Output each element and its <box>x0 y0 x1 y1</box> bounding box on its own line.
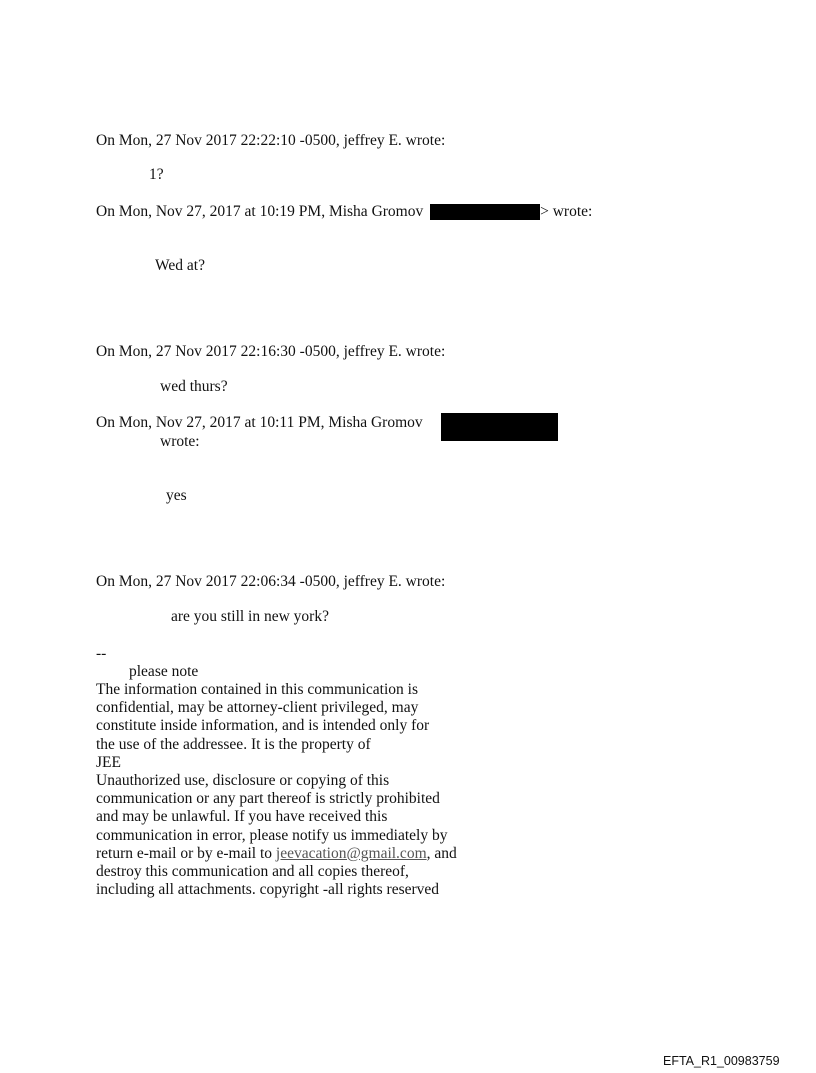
message-header-2-suffix: > wrote: <box>540 203 593 220</box>
message-body-3: wed thurs? <box>160 378 228 395</box>
disclaimer-line: destroy this communication and all copies thereof, <box>96 863 409 881</box>
disclaimer-line: communication or any part thereof is strictly prohibited <box>96 790 440 808</box>
redaction-block <box>441 413 558 441</box>
disclaimer-line: constitute inside information, and is intended only for <box>96 717 430 735</box>
message-header-2-text: On Mon, Nov 27, 2017 at 10:19 PM, Misha Gromov <box>96 203 424 220</box>
disclaimer-email-line <box>96 845 476 863</box>
disclaimer-line: and may be unlawful. If you have received this <box>96 808 388 826</box>
disclaimer-line: Unauthorized use, disclosure or copying of this <box>96 772 390 790</box>
redaction-block <box>430 204 540 220</box>
disclaimer-line: JEE <box>96 753 121 771</box>
message-body-4: yes <box>166 487 187 504</box>
email-link[interactable]: jeevacation@gmail.com <box>275 844 427 862</box>
message-body-5: are you still in new york? <box>171 608 329 625</box>
disclaimer-line: the use of the addressee. It is the property of <box>96 735 371 753</box>
message-header-1: On Mon, 27 Nov 2017 22:22:10 -0500, jeffrey E. wrote: <box>96 132 446 149</box>
disclaimer-line: communication in error, please notify us immediately by <box>96 826 448 844</box>
signature-separator: -- <box>96 645 107 662</box>
message-body-1: 1? <box>149 166 164 183</box>
document-id: EFTA_R1_00983759 <box>663 1054 780 1068</box>
message-header-5: On Mon, 27 Nov 2017 22:06:34 -0500, jeffrey E. wrote: <box>96 573 446 590</box>
email-line-suffix: , and <box>426 844 457 862</box>
email-line-prefix: return e-mail or by e-mail to <box>96 844 276 862</box>
message-body-2: Wed at? <box>155 257 205 274</box>
message-header-3: On Mon, 27 Nov 2017 22:16:30 -0500, jeffrey E. wrote: <box>96 343 446 360</box>
signature-note: please note <box>129 663 199 680</box>
message-header-4-suffix: wrote: <box>160 433 200 450</box>
disclaimer <box>96 681 476 899</box>
disclaimer-line: The information contained in this communication is <box>96 681 418 698</box>
disclaimer-line: confidential, may be attorney-client privileged, may <box>96 699 419 717</box>
message-header-2 <box>96 203 592 221</box>
message-header-4: On Mon, Nov 27, 2017 at 10:11 PM, Misha Gromov <box>96 414 423 431</box>
disclaimer-line: including all attachments. copyright -all rights reserved <box>96 881 440 899</box>
